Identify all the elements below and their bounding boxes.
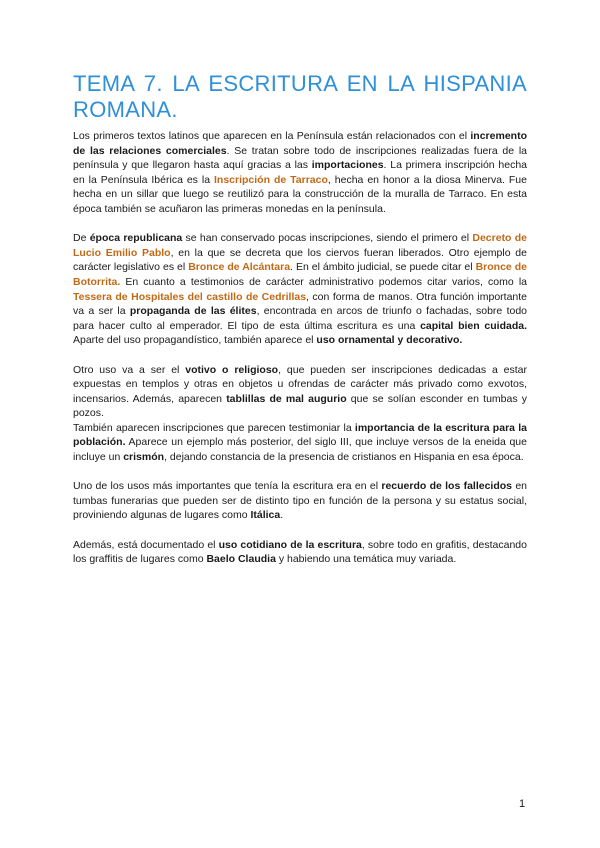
text-run: En cuanto a testimonios de carácter administrativo podemos citar varios, como la <box>120 275 527 288</box>
text-run: Aparece un ejemplo más posterior, del siglo III, que incluye versos de la eneida que incluye un <box>73 436 527 464</box>
paragraph-gap <box>73 465 527 480</box>
bold-term: crismón <box>123 451 165 464</box>
paragraph-gap <box>73 523 527 538</box>
text-run: Los primeros textos latinos que aparecen en la Península están relacionados con el <box>73 130 471 142</box>
bold-term: propaganda de las élites <box>129 305 257 318</box>
text-run: , en la que se decreta que los ciervos fueran liberados. Otro ejemplo de carácter legislativo es el <box>73 246 527 274</box>
text-run: , con forma de manos. Otra función importante va a ser la <box>73 290 528 318</box>
text-run: , hecha en honor a la diosa Minerva. Fue hecha en un sillar que luego se reutilizó para la construcción de la muralla de Tarraco. En esta época también se acuñaron las primeras monedas en la península. <box>73 173 527 215</box>
text-run: y habiendo una temática muy variada. <box>275 553 457 566</box>
paragraph-inscripciones-comerciales <box>73 129 527 217</box>
text-run: Aparte del uso propagandístico, también aparece el <box>73 334 317 347</box>
bold-term: recuerdo de los fallecidos <box>381 480 513 493</box>
text-run: . Se tratan sobre todo de inscripciones realizadas fuera de la península y que llegaron hasta aquí gracias a las <box>73 144 527 172</box>
paragraph-votivo-religioso <box>73 363 527 421</box>
page-number: 1 <box>519 798 526 810</box>
text-run: , encontrada en arcos de triunfo o fachadas, sobre todo para hacer culto al emperador. El tipo de esta última escritura es una <box>73 305 528 332</box>
text-run: , sobre todo en grafitis, destacando los graffitis de lugares como <box>73 538 527 566</box>
text-run: se han conservado pocas inscripciones, siendo el primero el <box>182 232 473 245</box>
highlighted-inscription: Inscripción de Tarraco <box>214 173 328 186</box>
bold-term: Itálica <box>250 509 281 522</box>
page-title: TEMA 7. LA ESCRITURA EN LA HISPANIA ROMANA. <box>73 71 527 122</box>
text-run: De <box>73 232 90 245</box>
bold-term: votivo o religioso <box>185 363 279 376</box>
bold-term: importaciones <box>311 159 384 172</box>
bold-term: incremento de las relaciones comerciales <box>73 130 527 157</box>
highlighted-inscription: Bronce de Alcántara <box>188 261 291 274</box>
bold-term: uso cotidiano de la escritura <box>218 538 362 551</box>
text-run: . <box>280 509 284 522</box>
text-run: en tumbas funerarias que pueden ser de distinto tipo en función de la persona y su estatus social, proviniendo algunas de lugares como <box>73 480 528 522</box>
paragraph-importancia-escritura <box>73 421 527 465</box>
text-run: Además, está documentado el <box>73 538 219 551</box>
text-run: . La primera inscripción hecha en la Península Ibérica es la <box>73 159 527 186</box>
bold-term: Baelo Claudia <box>206 553 276 566</box>
bold-term: tablillas de mal augurio <box>226 392 347 405</box>
highlighted-inscription: Tessera de Hospitales del castillo de Cedrillas <box>73 290 307 303</box>
text-run: También aparecen inscripciones que parecen testimoniar la <box>73 421 355 434</box>
bold-term: capital bien cuidada. <box>420 319 528 332</box>
paragraph-gap <box>73 348 527 363</box>
text-run: Otro uso va a ser el <box>73 363 186 376</box>
paragraph-uso-cotidiano <box>73 538 527 567</box>
bold-term: época republicana <box>89 232 183 245</box>
text-run: , dejando constancia de la presencia de cristianos en Hispania en esa época. <box>164 451 524 464</box>
highlighted-inscription: Decreto de Lucio Emilio Pablo <box>73 232 527 259</box>
bold-term: uso ornamental y decorativo. <box>316 334 463 347</box>
text-run: que se solían esconder en tumbas y pozos. <box>73 392 528 420</box>
document-page <box>73 71 527 567</box>
bold-term: importancia de la escritura para la población. <box>73 421 527 449</box>
paragraph-epoca-republicana <box>73 231 527 348</box>
text-run: . En el ámbito judicial, se puede citar el <box>290 261 476 274</box>
highlighted-inscription: Bronce de Botorrita. <box>73 261 527 288</box>
text-run: , que pueden ser inscripciones dedicadas a estar expuestas en templos y otras en objetos u ofrendas de carácter más privado como exvotos, incensarios. Además, aparecen <box>73 363 528 405</box>
text-run: Uno de los usos más importantes que tenía la escritura era en el <box>73 480 382 493</box>
paragraph-gap <box>73 217 527 232</box>
paragraph-recuerdo-fallecidos <box>73 479 527 523</box>
